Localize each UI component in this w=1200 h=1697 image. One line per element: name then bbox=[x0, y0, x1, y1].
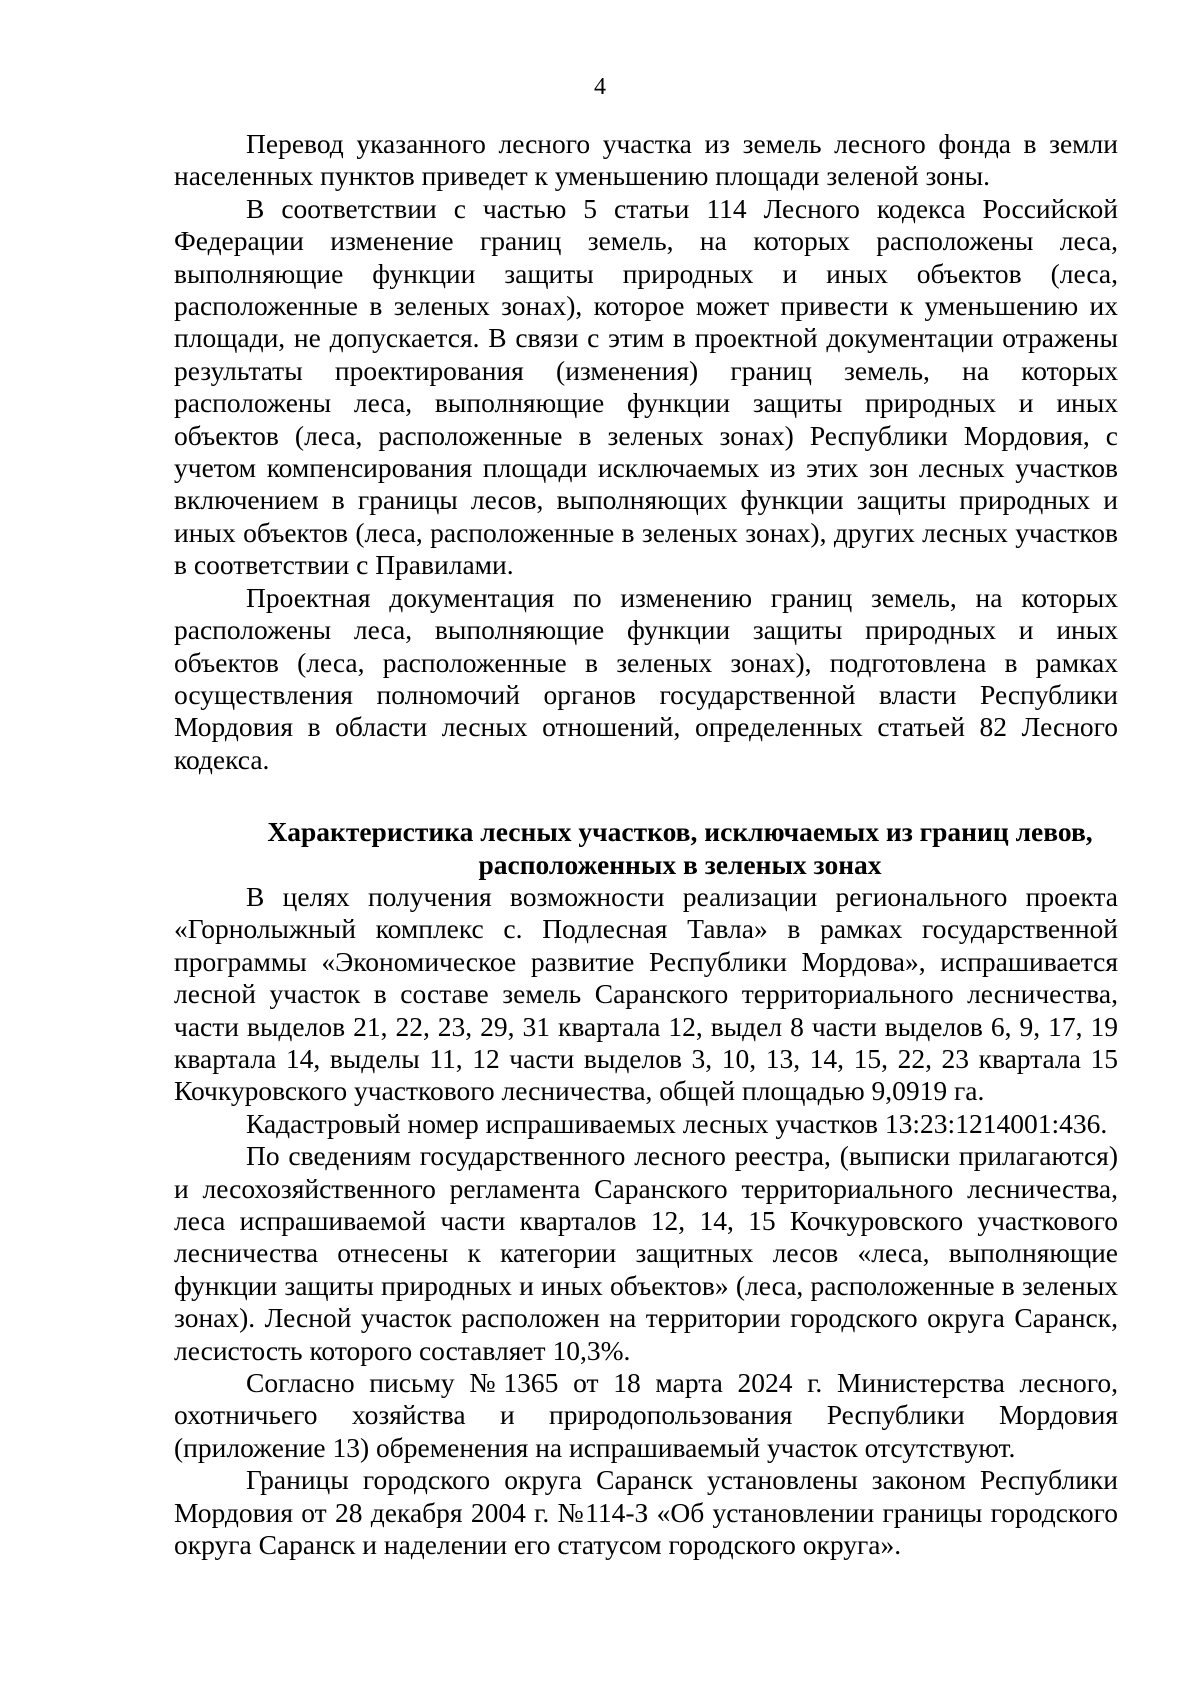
document-body bbox=[174, 128, 1118, 1561]
paragraph-city-boundaries: Границы городского округа Саранск установлены законом Республики Мордовия от 28 декабря 2004 г. №114-З «Об установлении границы городского округа Саранск и наделении его статусом городского округа». bbox=[174, 1464, 1118, 1561]
paragraph-forest-code: В соответствии с частью 5 статьи 114 Лесного кодекса Российской Федерации изменение границ земель, на которых расположены леса, выполняющие функции защиты природных и иных объектов (леса, расположенные в зеленых зонах), которое может привести к уменьшению их площади, не допускается. В связи с этим в проектной документации отражены результаты проектирования (изменения) границ земель, на которых расположены леса, выполняющие функции защиты природных и иных объектов (леса, расположенные в зеленых зонах) Республики Мордовия, с учетом компенсирования площади исключаемых из этих зон лесных участков включением в границы лесов, выполняющих функции защиты природных и иных объектов (леса, расположенные в зеленых зонах), других лесных участков в соответствии с Правилами. bbox=[174, 192, 1118, 581]
section-heading bbox=[174, 816, 1118, 881]
paragraph-land-transfer: Перевод указанного лесного участка из земель лесного фонда в земли населенных пунктов приведет к уменьшению площади зеленой зоны. bbox=[174, 128, 1118, 192]
section-heading-line-1: Характеристика лесных участков, исключаемых из границ левов, bbox=[267, 816, 1093, 848]
section-heading-line-2: расположенных в зеленых зонах bbox=[478, 848, 882, 880]
paragraph-cadastral-number: Кадастровый номер испрашиваемых лесных участков 13:23:1214001:436. bbox=[246, 1107, 1108, 1139]
paragraph-project-documentation: Проектная документация по изменению границ земель, на которых расположены леса, выполняющие функции защиты природных и иных объектов (леса, расположенные в зеленых зонах), подготовлена в рамках осуществления полномочий органов государственной власти Республики Мордовия в области лесных отношений, определенных статьей 82 Лесного кодекса. bbox=[174, 581, 1118, 775]
paragraph-ministry-letter: Согласно письму №1365 от 18 марта 2024 г. Министерства лесного, охотничьего хозяйства и природопользования Республики Мордовия (приложение 13) обременения на испрашиваемый участок отсутствуют. bbox=[174, 1367, 1118, 1463]
page-number: 4 bbox=[594, 74, 606, 100]
paragraph-regional-project: В целях получения возможности реализации регионального проекта «Горнолыжный комплекс с. Подлесная Тавла» в рамках государственной программы «Экономическое развитие Республики Мордова», испрашивается лесной участок в составе земель Саранского территориального лесничества, части выделов 21, 22, 23, 29, 31 квартала 12, выдел 8 части выделов 6, 9, 17, 19 квартала 14, выделы 11, 12 части выделов 3, 10, 13, 14, 15, 22, 23 квартала 15 Кочкуровского участкового лесничества, общей площадью 9,0919 га. bbox=[174, 880, 1118, 1107]
paragraph-forest-registry: По сведениям государственного лесного реестра, (выписки прилагаются) и лесохозяйственного регламента Саранского территориального лесничества, леса испрашиваемой части кварталов 12, 14, 15 Кочкуровского участкового лесничества отнесены к категории защитных лесов «леса, выполняющие функции защиты природных и иных объектов» (леса, расположенные в зеленых зонах). Лесной участок расположен на территории городского округа Саранск, лесистость которого составляет 10,3%. bbox=[174, 1140, 1118, 1366]
